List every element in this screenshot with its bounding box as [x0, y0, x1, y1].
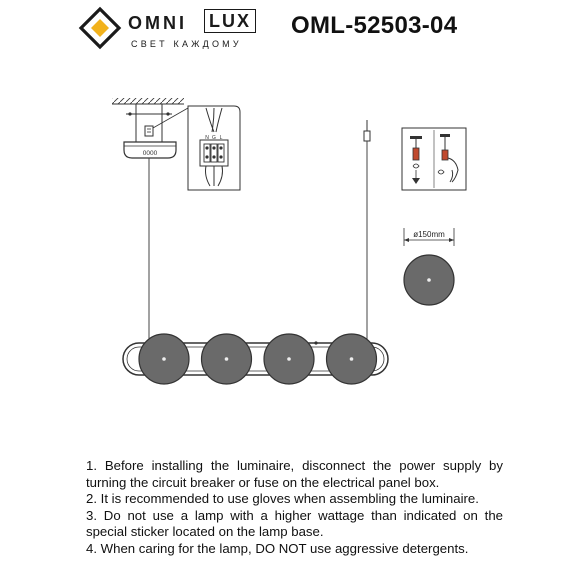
- instruction-4: 4. When caring for the lamp, DO NOT use aggressive detergents.: [86, 540, 469, 556]
- canopy-label: 0000: [142, 150, 158, 157]
- wiring-detail-inset: [188, 106, 240, 190]
- terminal-label-n: N: [205, 135, 209, 141]
- model-number: OML-52503-04: [291, 12, 458, 39]
- suspension-cable-right: [364, 120, 370, 343]
- instruction-3: 3. Do not use a lamp with a higher wattage than indicated on the special sticker located on the lamp base.: [86, 507, 503, 540]
- instruction-2: 2. It is recommended to use gloves when assembling the luminaire.: [86, 491, 479, 507]
- terminal-label-l: L: [219, 135, 223, 141]
- shade-center-3: [287, 357, 291, 361]
- shade-center-1: [162, 357, 166, 361]
- brand-name-omni: OMNI: [128, 13, 187, 33]
- diameter-label: ø150mm: [413, 230, 445, 239]
- shade-detail: [404, 255, 454, 305]
- instruction-1: 1. Before installing the luminaire, disconnect the power supply by turning the circuit breaker or fuse on the electrical panel box.: [86, 458, 503, 490]
- shades-group: [139, 334, 377, 384]
- shade-center-4: [350, 357, 354, 361]
- shade-center-2: [225, 357, 229, 361]
- terminal-label-g: G: [212, 135, 216, 141]
- brand-name-lux: LUX: [204, 9, 256, 33]
- ceiling: [112, 98, 184, 104]
- safety-instructions: [86, 458, 503, 558]
- brand-slogan: СВЕТ КАЖДОМУ: [131, 39, 242, 49]
- assembly-detail-inset: [402, 128, 466, 190]
